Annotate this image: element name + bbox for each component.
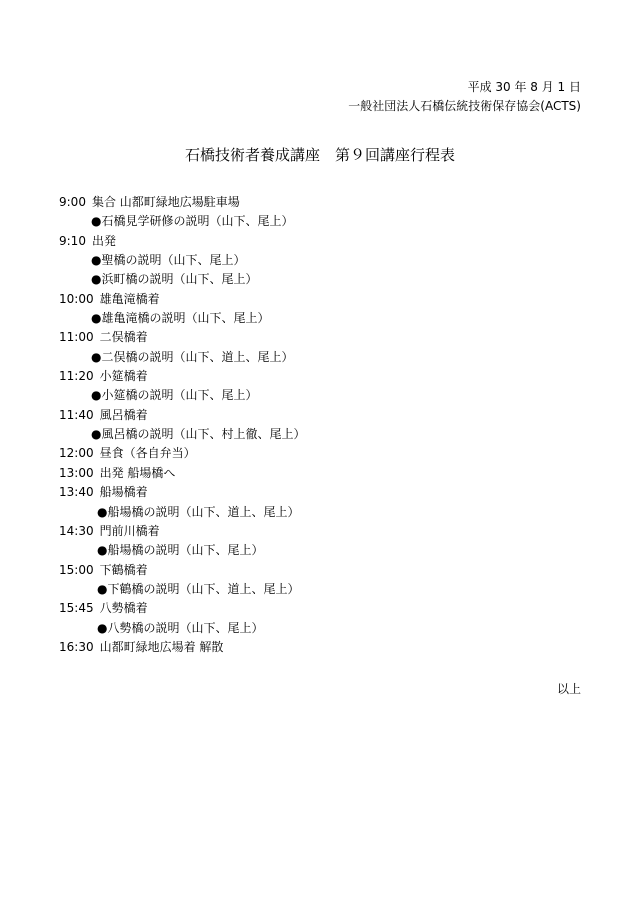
- organization-name: 一般社団法人石橋伝統技術保存協会(ACTS): [348, 99, 581, 113]
- note-text: ●船場橋の説明（山下、尾上）: [97, 543, 264, 558]
- event-time: 11:20: [59, 369, 94, 384]
- note-text: ●船場橋の説明（山下、道上、尾上）: [97, 504, 300, 519]
- event-description: 出発: [91, 233, 116, 248]
- event-description: 下鶴橋着: [99, 562, 148, 577]
- event-time: 15:00: [59, 562, 94, 577]
- event-time: 13:40: [59, 485, 94, 500]
- event-description: 出発 船場橋へ: [99, 465, 176, 480]
- schedule-note: [59, 386, 599, 405]
- schedule-note: [59, 309, 599, 328]
- note-text: ●二俣橋の説明（山下、道上、尾上）: [91, 349, 294, 364]
- event-time: 9:00: [59, 195, 86, 209]
- schedule-event: [59, 328, 599, 347]
- note-text: ●風呂橋の説明（山下、村上徹、尾上）: [91, 427, 306, 442]
- document-title: 石橋技術者養成講座 第９回講座行程表: [184, 146, 455, 164]
- note-text: ●聖橋の説明（山下、尾上）: [91, 253, 246, 268]
- event-time: 12:00: [59, 446, 94, 461]
- schedule-note: [59, 580, 599, 599]
- schedule-event: [59, 599, 599, 618]
- event-description: 小筵橋着: [99, 369, 148, 384]
- schedule-note: [59, 212, 599, 231]
- event-description: 昼食（各自弁当）: [99, 446, 196, 461]
- event-time: 9:10: [59, 233, 86, 248]
- event-description: 風呂橋着: [99, 407, 148, 422]
- schedule-note: [59, 503, 599, 522]
- event-description: 雄亀滝橋着: [99, 291, 160, 306]
- event-description: 集合 山都町緑地広場駐車場: [91, 195, 240, 209]
- schedule-event: [59, 193, 599, 212]
- schedule-event: [59, 561, 599, 580]
- event-time: 16:30: [59, 639, 94, 654]
- note-text: ●下鶴橋の説明（山下、道上、尾上）: [97, 581, 300, 596]
- schedule-event: [59, 290, 599, 309]
- schedule-event: [59, 406, 599, 425]
- schedule-event: [59, 483, 599, 502]
- event-description: 船場橋着: [99, 485, 148, 500]
- event-time: 13:00: [59, 465, 94, 480]
- event-time: 15:45: [59, 601, 94, 616]
- schedule-event: [59, 232, 599, 251]
- note-text: ●浜町橋の説明（山下、尾上）: [91, 272, 258, 287]
- schedule-event: [59, 444, 599, 463]
- event-description: 二俣橋着: [99, 330, 148, 345]
- schedule-event: [59, 638, 599, 657]
- schedule-note: [59, 619, 599, 638]
- event-time: 14:30: [59, 523, 94, 538]
- event-time: 11:40: [59, 407, 94, 422]
- schedule-event: [59, 367, 599, 386]
- schedule-event: [59, 464, 599, 483]
- schedule-note: [59, 425, 599, 444]
- document-date: 平成 30 年 8 月 1 日: [467, 80, 581, 94]
- event-time: 10:00: [59, 291, 94, 306]
- note-text: ●小筵橋の説明（山下、尾上）: [91, 388, 258, 403]
- schedule-note: [59, 251, 599, 270]
- closing-remark: 以上: [556, 682, 581, 696]
- schedule-list: [59, 193, 599, 657]
- note-text: ●石橋見学研修の説明（山下、尾上）: [91, 214, 294, 229]
- schedule-note: [59, 541, 599, 560]
- event-description: 門前川橋着: [99, 523, 160, 538]
- event-time: 11:00: [59, 330, 94, 345]
- note-text: ●雄亀滝橋の説明（山下、尾上）: [91, 311, 270, 326]
- event-description: 八勢橋着: [99, 601, 148, 616]
- schedule-event: [59, 522, 599, 541]
- schedule-note: [59, 270, 599, 289]
- schedule-note: [59, 348, 599, 367]
- event-description: 山都町緑地広場着 解散: [99, 639, 224, 654]
- note-text: ●八勢橋の説明（山下、尾上）: [97, 620, 264, 635]
